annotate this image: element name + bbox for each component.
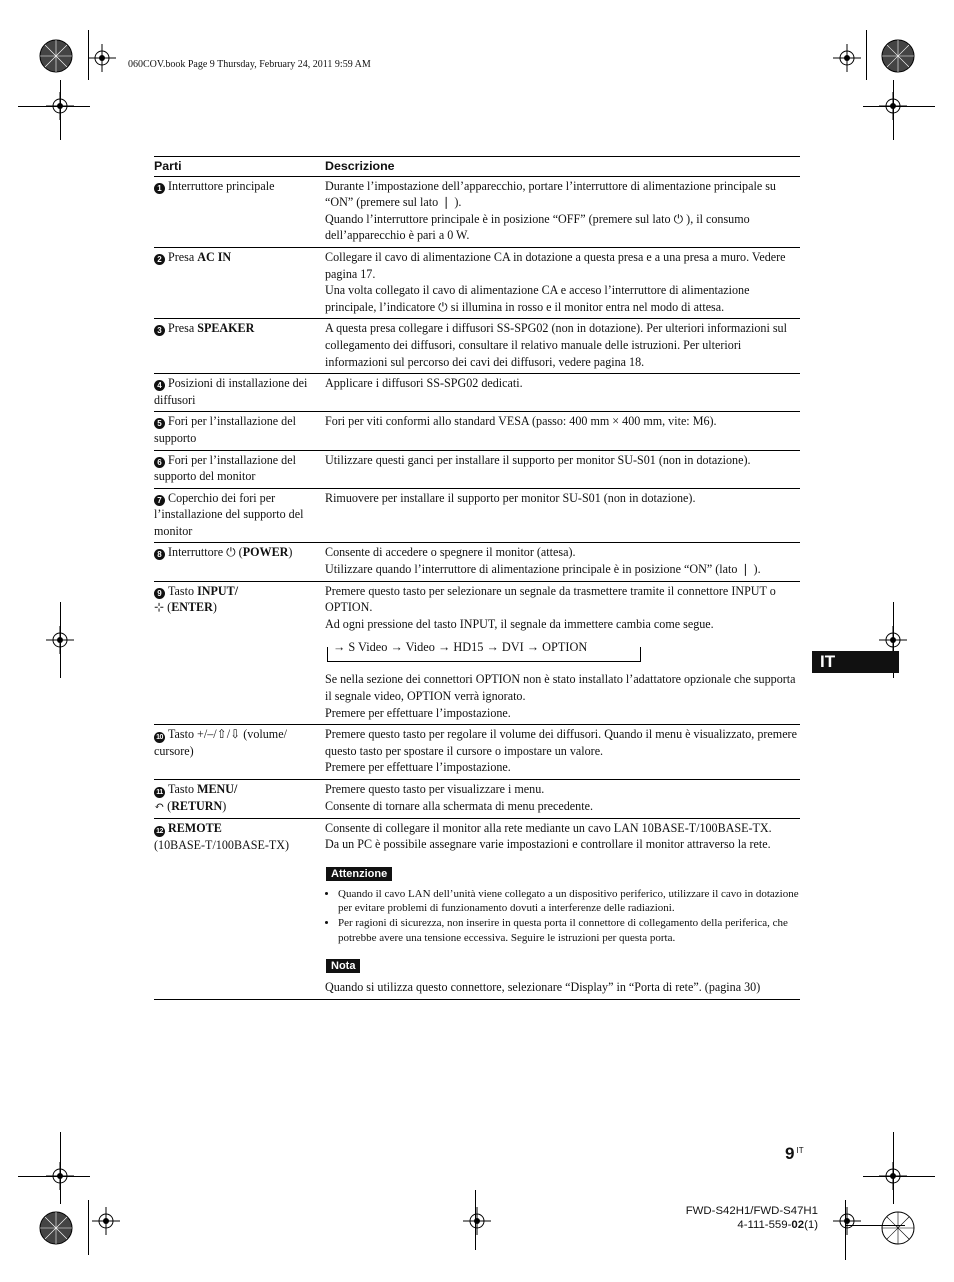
part-name-prefix: Interruttore ⏻ ( — [168, 545, 243, 560]
part-name-bold: INPUT/ — [197, 583, 239, 598]
crosshair-mark-bottom-right — [833, 1207, 861, 1235]
part-name: Fori per l’installazione del supporto del monitor — [154, 452, 296, 484]
part-name-line2-prefix: ⊹ ( — [154, 600, 172, 615]
item-number-badge: 12 — [154, 826, 165, 837]
crop-line — [845, 1225, 905, 1226]
part-number — [672, 1218, 818, 1232]
description-paragraph: Fori per viti conformi allo standard VESA (passo: 400 mm × 400 mm, vite: M6). — [325, 414, 717, 429]
part-name-line2-prefix: ↶ ( — [154, 799, 172, 813]
part-cell — [154, 818, 325, 999]
table-row — [154, 581, 800, 725]
crop-line — [893, 1132, 894, 1204]
description-paragraph: Collegare il cavo di alimentazione CA in dotazione a questa presa e a una presa a muro. Vedere pagina 17. — [325, 249, 786, 281]
table-row — [154, 818, 800, 999]
item-number-badge: 6 — [154, 457, 165, 468]
part-cell — [154, 374, 325, 412]
description-cell — [325, 581, 800, 725]
description-paragraph: Premere questo tasto per visualizzare i menu. — [325, 782, 545, 796]
item-number-badge: 4 — [154, 380, 165, 391]
input-cycle-diagram — [327, 639, 647, 667]
description-paragraph: Quando l’interruttore principale è in posizione “OFF” (premere sul lato ⏻ ), il consumo dell’apparecchio è pari a 0 W. — [325, 211, 750, 243]
registration-mark-bottom-left-outer — [38, 1210, 74, 1246]
crop-line — [88, 30, 89, 80]
crosshair-mark-top-left — [88, 44, 116, 72]
crop-line — [60, 602, 61, 678]
crosshair-mark-bottom-left — [92, 1207, 120, 1235]
part-name: Tasto +/–/⇧/⇩ (volume/ cursore) — [154, 727, 287, 759]
table-row — [154, 488, 800, 543]
crop-line — [866, 30, 867, 80]
description-paragraph: Se nella sezione dei connettori OPTION non è stato installato l’adattatore opzionale che supporta il segnale video, OPTION verrà ignorato. — [325, 672, 796, 704]
page-number-value: 9 — [785, 1144, 795, 1163]
attention-label: Attenzione — [326, 867, 392, 881]
part-cell — [154, 488, 325, 543]
part-name-line2-suffix: ) — [222, 799, 227, 813]
description-cell — [325, 247, 800, 318]
crop-line — [60, 1132, 61, 1204]
note-text: Quando si utilizza questo connettore, selezionare “Display” in “Porta di rete”. (pagina 30) — [325, 980, 761, 995]
description-paragraph: Applicare i diffusori SS-SPG02 dedicati. — [325, 376, 523, 391]
registration-mark-bottom-right-outer — [880, 1210, 916, 1246]
item-number-badge: 11 — [154, 787, 165, 798]
description-cell — [325, 488, 800, 543]
part-name: Posizioni di installazione dei diffusori — [154, 376, 308, 407]
table-row — [154, 319, 800, 374]
description-cell — [325, 780, 800, 819]
part-name-line2-bold: ENTER — [171, 600, 213, 615]
part-name-line2-bold: RETURN — [171, 799, 223, 813]
description-paragraph: Una volta collegato il cavo di alimentazione CA e acceso l’interruttore di alimentazione principale, l’indicatore ⏻ si illumina in rosso e il monitor entra nel modo di attesa. — [325, 283, 750, 314]
item-number-badge: 8 — [154, 549, 165, 560]
part-cell — [154, 450, 325, 488]
description-paragraph: Rimuovere per installare il supporto per monitor SU-S01 (non in dotazione). — [325, 490, 696, 505]
table-row — [154, 176, 800, 247]
parts-table — [154, 156, 800, 1000]
attention-item: • Per ragioni di sicurezza, non inserire in questa porta il connettore di collegamento della periferica, che potrebbe avere una tensione eccessiva. Seguire le istruzioni per questa porta. — [338, 916, 800, 945]
description-paragraph: Utilizzare questi ganci per installare il supporto per monitor SU-S01 (non in dotazione). — [325, 452, 751, 467]
part-name-bold: AC IN — [197, 249, 232, 264]
part-name: Coperchio dei fori per l’installazione del supporto del monitor — [154, 490, 304, 538]
attention-list — [325, 887, 800, 945]
description-paragraph: Consente di tornare alla schermata di menu precedente. — [325, 798, 593, 813]
part-cell — [154, 725, 325, 780]
table-row — [154, 450, 800, 488]
model-info — [672, 1204, 818, 1232]
part-name-bold: MENU/ — [197, 782, 238, 796]
part-name-prefix: Presa — [168, 321, 198, 336]
crop-line — [893, 80, 894, 140]
part-name: Interruttore principale — [168, 178, 275, 193]
registration-mark-top-right-outer — [880, 38, 916, 74]
part-cell — [154, 412, 325, 450]
part-name-line2-suffix: ) — [212, 600, 217, 615]
description-paragraph: Premere questo tasto per regolare il volume dei diffusori. Quando il menu è visualizzato, premere questo tasto per spostare il cursore o impostare un valore. — [325, 727, 797, 758]
part-cell — [154, 319, 325, 374]
part-cell — [154, 247, 325, 318]
part-name-prefix: Tasto — [168, 782, 198, 796]
description-paragraph: Premere questo tasto per selezionare un segnale da trasmettere tramite il connettore INPUT o OPTION. — [325, 583, 776, 615]
column-header-descrizione: Descrizione — [325, 157, 800, 177]
part-number-suffix: (1) — [804, 1219, 818, 1231]
page-number — [785, 1144, 804, 1164]
part-cell — [154, 543, 325, 581]
item-number-badge: 3 — [154, 325, 165, 336]
table-row — [154, 780, 800, 819]
table-row — [154, 374, 800, 412]
crop-line — [88, 1200, 89, 1255]
description-cell — [325, 543, 800, 581]
crop-line — [845, 1200, 846, 1260]
input-cycle-sequence: → S Video → Video → HD15 → DVI → OPTION — [333, 640, 588, 655]
description-paragraph: Ad ogni pressione del tasto INPUT, il segnale da immettere cambia come segue. — [325, 616, 714, 631]
part-cell — [154, 176, 325, 247]
part-cell — [154, 581, 325, 725]
page-number-language: IT — [796, 1146, 804, 1155]
note-label: Nota — [326, 959, 360, 973]
language-tab: IT — [812, 651, 899, 673]
part-name: Fori per l’installazione del supporto — [154, 414, 296, 445]
table-row — [154, 543, 800, 581]
item-number-badge: 7 — [154, 495, 165, 506]
crop-line — [475, 1190, 476, 1250]
description-paragraph: Consente di accedere o spegnere il monitor (attesa). — [325, 545, 576, 560]
item-number-badge: 9 — [154, 588, 165, 599]
part-name-prefix: Presa — [168, 249, 198, 264]
part-cell — [154, 780, 325, 819]
description-paragraph: Durante l’impostazione dell’apparecchio, portare l’interruttore di alimentazione principale su “ON” (premere sul lato ❘ ). — [325, 178, 776, 210]
crop-line — [863, 1176, 935, 1177]
part-number-bold: 02 — [791, 1219, 805, 1231]
description-paragraph: A questa presa collegare i diffusori SS-SPG02 (non in dotazione). Per ulteriori informazioni sul collegamento dei diffusori, consultare il relativo manuale delle istruzioni. Per ulteriori informazioni sul percorso dei cavi dei diffusori, vedere pagina 18. — [325, 321, 787, 369]
item-number-badge: 10 — [154, 732, 165, 743]
part-name-suffix: ) — [288, 545, 293, 560]
part-name-line2: (10BASE-T/100BASE-TX) — [154, 837, 290, 852]
description-cell — [325, 176, 800, 247]
description-cell — [325, 725, 800, 780]
description-paragraph: Premere per effettuare l’impostazione. — [325, 705, 511, 720]
part-name-bold: SPEAKER — [197, 321, 255, 336]
model-name: FWD-S42H1/FWD-S47H1 — [685, 1205, 818, 1217]
description-cell — [325, 374, 800, 412]
part-name-bold: REMOTE — [168, 820, 222, 835]
table-row — [154, 247, 800, 318]
description-cell — [325, 450, 800, 488]
item-number-badge: 5 — [154, 418, 165, 429]
description-paragraph: Da un PC è possibile assegnare varie impostazioni e controllare il monitor attraverso la rete. — [325, 837, 771, 852]
description-paragraph: Premere per effettuare l’impostazione. — [325, 760, 511, 775]
crop-line — [863, 106, 935, 107]
registration-mark-top-left-outer — [38, 38, 74, 74]
table-header-row — [154, 157, 800, 177]
print-header-info: 060COV.book Page 9 Thursday, February 24, 2011 9:59 AM — [128, 59, 371, 70]
crosshair-mark-bottom-center — [463, 1207, 491, 1235]
part-name-prefix: Tasto — [168, 583, 198, 598]
description-paragraph: Consente di collegare il monitor alla rete mediante un cavo LAN 10BASE-T/100BASE-TX. — [325, 820, 772, 835]
description-cell — [325, 319, 800, 374]
item-number-badge: 1 — [154, 183, 165, 194]
table-row — [154, 412, 800, 450]
description-paragraph: Utilizzare quando l’interruttore di alimentazione principale è in posizione “ON” (lato ❘ ). — [325, 562, 761, 577]
item-number-badge: 2 — [154, 254, 165, 265]
crop-line — [18, 106, 90, 107]
description-cell — [325, 818, 800, 999]
part-name-bold: POWER — [242, 545, 289, 560]
crosshair-mark-top-right — [833, 44, 861, 72]
column-header-parti: Parti — [154, 157, 325, 177]
attention-item: • Quando il cavo LAN dell’unità viene collegato a un dispositivo periferico, utilizzare il cavo in dotazione per evitare problemi di funzionamento dovuti a interferenze delle radiazioni. — [338, 887, 800, 916]
crop-line — [18, 1176, 90, 1177]
crop-line — [60, 80, 61, 140]
table-row — [154, 725, 800, 780]
part-number-prefix: 4-111-559- — [737, 1219, 792, 1231]
description-cell — [325, 412, 800, 450]
